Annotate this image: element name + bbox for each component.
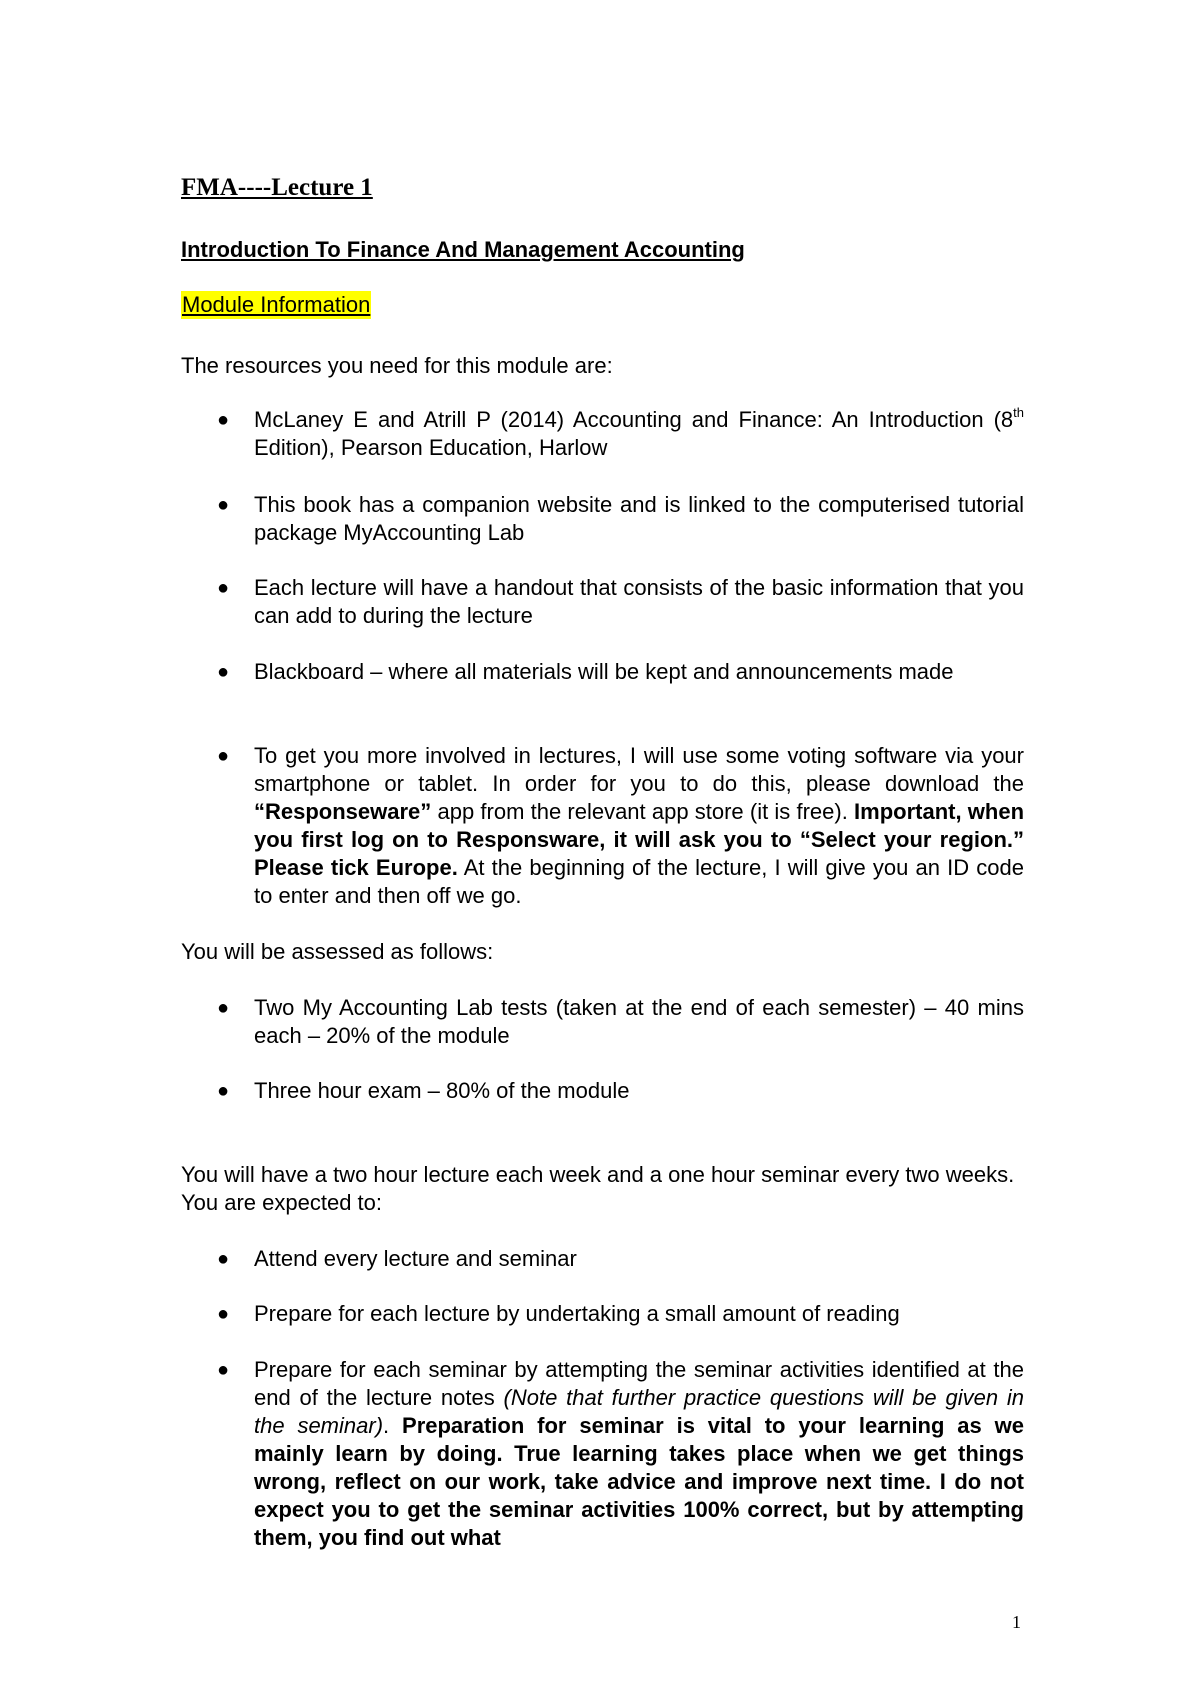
bullet-icon: ● (217, 577, 230, 599)
list-item-prepare-seminar (254, 1356, 1024, 1552)
bullet-icon: ● (217, 661, 230, 683)
responseware-app-name: “Responseware” (254, 799, 432, 824)
textbook-text: McLaney E and Atrill P (2014) Accounting and Finance: An Introduction (8 (254, 407, 1014, 432)
responseware-text-end: At the beginning of the lecture, I will give you an ID code to enter and then off we go. (254, 855, 1024, 908)
list-item-lab-tests: Two My Accounting Lab tests (taken at the end of each semester) – 40 mins each – 20% of the module (254, 995, 1024, 1048)
list-item-prepare-lecture: Prepare for each lecture by undertaking a small amount of reading (254, 1301, 900, 1326)
expectations-intro: You will have a two hour lecture each week and a one hour seminar every two weeks. You are expected to: (181, 1162, 1015, 1215)
bullet-icon: ● (217, 997, 230, 1019)
bullet-icon: ● (217, 1359, 230, 1381)
bullet-icon: ● (217, 409, 230, 431)
seminar-text: Prepare for each seminar by attempting the seminar activities identified at the end of the lecture notes (254, 1357, 1024, 1410)
seminar-emphasis: Preparation for seminar is vital to your learning as we mainly learn by doing. True learning takes place when we get things wrong, reflect on our work, take advice and improve next time. I do not expect you to get the seminar activities 100% correct, but by attempting them, you find out what (254, 1413, 1024, 1550)
list-item-attend: Attend every lecture and seminar (254, 1246, 577, 1271)
responseware-text: To get you more involved in lectures, I will use some voting software via your smartphone or tablet. In order for you to do this, please download the (254, 743, 1024, 796)
assessment-intro: You will be assessed as follows: (181, 939, 494, 964)
document-subtitle: Introduction To Finance And Management Accounting (181, 237, 745, 262)
list-item-responseware (254, 742, 1024, 910)
superscript: th (1013, 404, 1024, 420)
list-item-textbook (254, 406, 1024, 462)
bullet-icon: ● (217, 1248, 230, 1270)
list-item-companion-website: This book has a companion website and is linked to the computerised tutorial package MyAccounting Lab (254, 492, 1024, 545)
seminar-note: (Note that further practice questions will be given in the seminar) (254, 1385, 1025, 1438)
responseware-text-mid: app from the relevant app store (it is free). (431, 799, 855, 824)
list-item-exam: Three hour exam – 80% of the module (254, 1078, 630, 1103)
bullet-icon: ● (217, 745, 230, 767)
bullet-icon: ● (217, 1303, 230, 1325)
bullet-icon: ● (217, 494, 230, 516)
bullet-icon: ● (217, 1080, 230, 1102)
responseware-important-note: Important, when you first log on to Responsware, it will ask you to “Select your region.” Please tick Europe. (254, 799, 1025, 880)
section-heading-module-information: Module Information (182, 292, 371, 317)
list-item-handout: Each lecture will have a handout that consists of the basic information that you can add to during the lecture (254, 575, 1024, 628)
textbook-text-end: Edition), Pearson Education, Harlow (254, 435, 608, 460)
resources-intro: The resources you need for this module are: (181, 353, 613, 378)
list-item-blackboard: Blackboard – where all materials will be kept and announcements made (254, 659, 954, 684)
seminar-text-mid: . (383, 1413, 403, 1438)
page-number: 1 (1012, 1612, 1021, 1632)
document-title: FMA----Lecture 1 (181, 174, 373, 201)
